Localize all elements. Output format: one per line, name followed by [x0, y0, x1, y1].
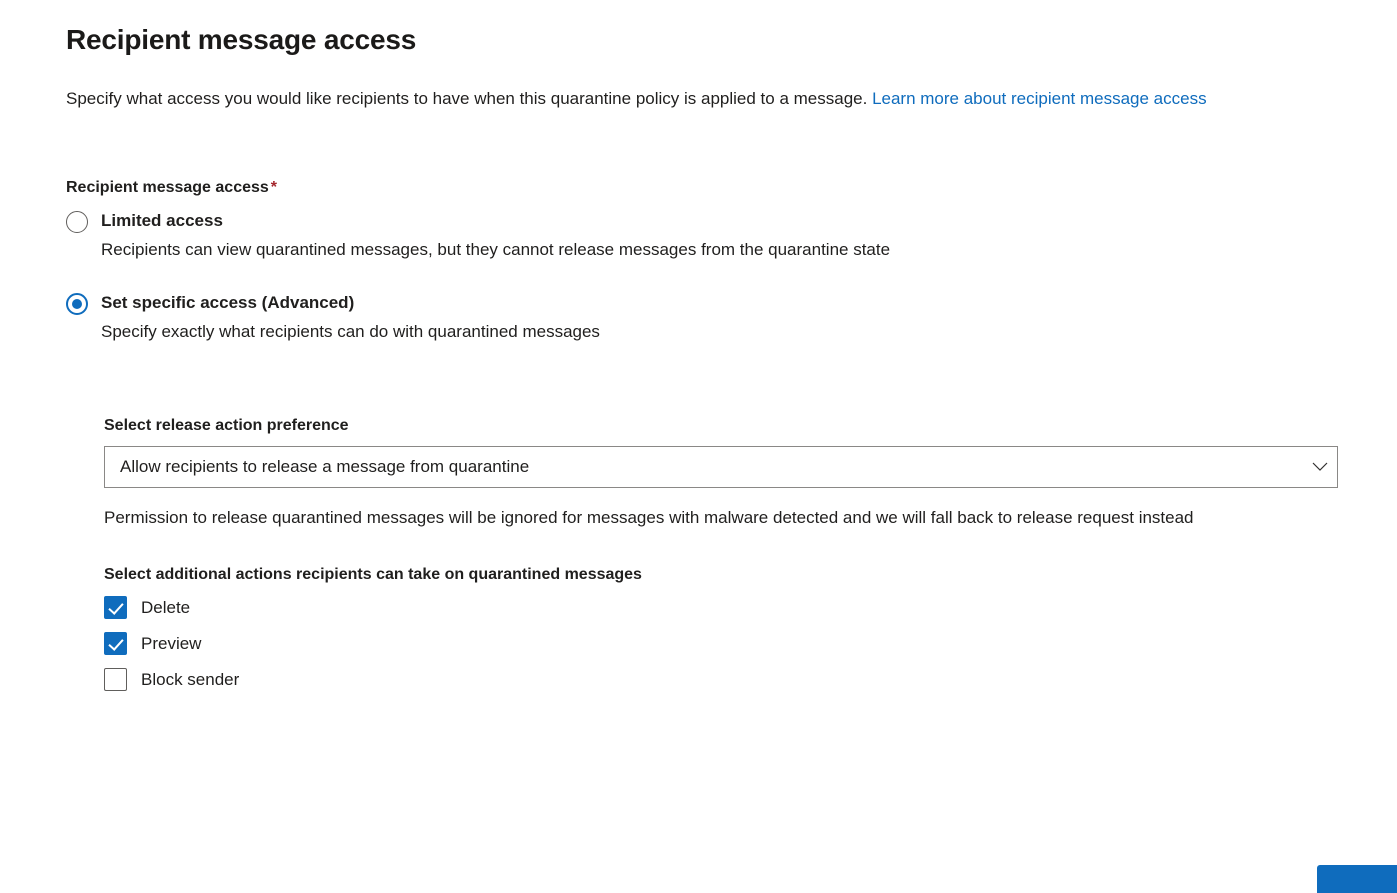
advanced-access-panel — [104, 417, 1335, 691]
checkbox-block-sender[interactable] — [104, 668, 127, 691]
radio-limited-access-texts — [101, 209, 890, 263]
checkbox-preview-label: Preview — [141, 633, 202, 653]
radio-set-specific-access-indicator[interactable] — [66, 293, 88, 315]
checkbox-delete-label: Delete — [141, 597, 191, 617]
field-label-recipient-message-access — [66, 179, 1335, 197]
intro-paragraph — [66, 84, 1335, 113]
radio-set-specific-access-title: Set specific access (Advanced) — [101, 293, 355, 312]
bottom-right-accent-chip[interactable] — [1317, 865, 1397, 893]
radio-limited-access-title: Limited access — [101, 211, 223, 230]
required-asterisk: * — [270, 179, 278, 196]
release-preference-selected-value: Allow recipients to release a message from quarantine — [120, 457, 530, 476]
learn-more-link[interactable]: Learn more about recipient message access — [872, 89, 1207, 108]
chevron-down-icon — [1303, 462, 1337, 472]
release-permission-helper-text: Permission to release quarantined messages will be ignored for messages with malware detected and we will fall back to release request instead — [104, 508, 1194, 527]
radio-limited-access-indicator[interactable] — [66, 211, 88, 233]
radio-set-specific-access-texts — [101, 291, 600, 345]
intro-text: Specify what access you would like recipients to have when this quarantine policy is applied to a message. — [66, 89, 873, 108]
release-preference-label: Select release action preference — [104, 417, 349, 434]
page-title: Recipient message access — [66, 24, 417, 55]
radio-set-specific-access-description: Specify exactly what recipients can do with quarantined messages — [101, 322, 600, 341]
recipient-message-access-radio-group — [66, 209, 1335, 345]
radio-option-limited-access[interactable] — [66, 209, 1335, 263]
checkbox-row-preview[interactable] — [104, 632, 1335, 655]
checkbox-row-block-sender[interactable] — [104, 668, 1335, 691]
checkbox-delete[interactable] — [104, 596, 127, 619]
additional-actions-label: Select additional actions recipients can take on quarantined messages — [104, 566, 642, 583]
checkbox-row-delete[interactable] — [104, 596, 1335, 619]
release-preference-dropdown[interactable] — [104, 446, 1338, 488]
field-label-text: Recipient message access — [66, 179, 269, 196]
radio-limited-access-description: Recipients can view quarantined messages, but they cannot release messages from the quarantine state — [101, 240, 891, 259]
checkbox-block-sender-label: Block sender — [141, 669, 240, 689]
radio-option-set-specific-access[interactable] — [66, 291, 1335, 345]
checkbox-preview[interactable] — [104, 632, 127, 655]
